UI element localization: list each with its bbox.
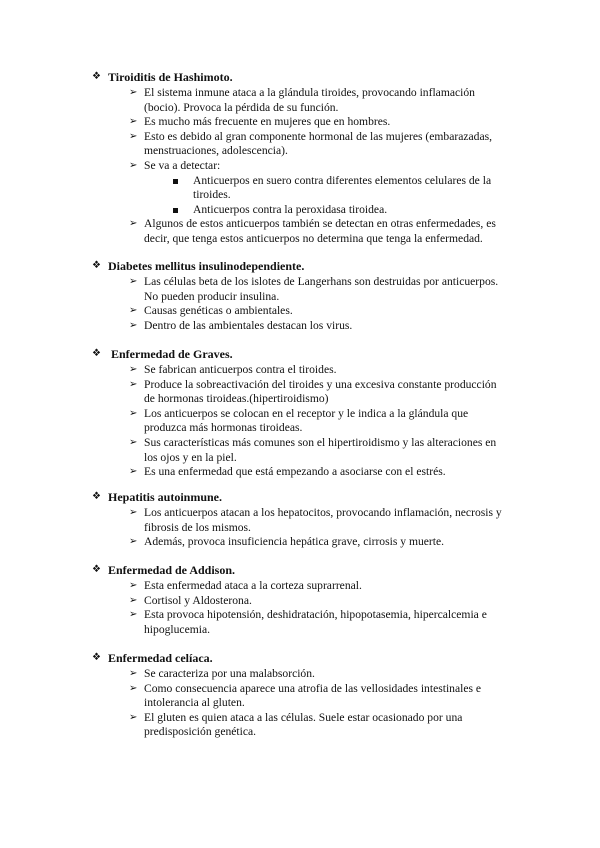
list-item	[129, 711, 532, 740]
arrow-bullet-icon: ➢	[129, 130, 138, 142]
item-line: Anticuerpos en suero contra diferentes elementos celulares de la	[193, 173, 492, 187]
item-line: Esta enfermedad ataca a la corteza suprarrenal.	[144, 579, 362, 592]
section-diabetes	[92, 259, 532, 333]
item-line: Se caracteriza por una malabsorción.	[144, 667, 315, 680]
arrow-bullet-icon: ➢	[129, 407, 138, 419]
item-line: fibrosis de los mismos.	[144, 520, 251, 534]
list-item	[129, 319, 532, 334]
list-item	[129, 407, 532, 436]
diamond-bullet-icon: ❖	[92, 348, 101, 359]
section-heading	[92, 651, 532, 666]
arrow-bullet-icon: ➢	[129, 536, 138, 548]
arrow-bullet-icon: ➢	[129, 609, 138, 621]
item-line: Anticuerpos contra la peroxidasa tiroidea.	[193, 202, 388, 216]
item-line: Causas genéticas o ambientales.	[144, 304, 293, 318]
arrow-bullet-icon: ➢	[129, 507, 138, 518]
item-line: menstruaciones, adolescencia).	[144, 144, 288, 158]
list-item	[129, 579, 532, 594]
heading-text: Hepatitis autoinmune.	[108, 490, 223, 504]
section-heading	[92, 563, 532, 578]
arrow-bullet-icon: ➢	[129, 668, 138, 679]
list-item	[129, 378, 532, 407]
item-line: produzca más hormonas tiroideas.	[144, 421, 303, 435]
item-line: Es mucho más frecuente en mujeres que en hombres.	[144, 115, 391, 129]
item-line: Las células beta de los islotes de Langerhans son destruidas por anticuerpos.	[144, 275, 499, 288]
item-line: Se va a detectar:	[144, 158, 221, 172]
section-heading	[92, 259, 532, 274]
list-item	[129, 535, 532, 550]
list-item	[129, 594, 532, 609]
list-item	[129, 304, 532, 319]
item-line: tiroides.	[193, 188, 231, 202]
arrow-bullet-icon: ➢	[129, 711, 138, 723]
diamond-bullet-icon: ❖	[92, 491, 101, 502]
section-hepatitis	[92, 490, 532, 550]
list-item	[129, 159, 532, 174]
item-line: El sistema inmune ataca a la glándula tiroides, provocando inflamación	[144, 86, 475, 99]
section-heading	[92, 70, 532, 85]
item-line: intolerancia al gluten.	[144, 696, 245, 710]
item-line: Como consecuencia aparece una atrofia de las vellosidades intestinales e	[144, 681, 482, 695]
item-line: Los anticuerpos atacan a los hepatocitos, provocando inflamación, necrosis y	[144, 506, 502, 519]
item-line: decir, que tenga estos anticuerpos no determina que tenga la enfermedad.	[144, 231, 483, 245]
arrow-bullet-icon: ➢	[129, 466, 138, 478]
arrow-bullet-icon: ➢	[129, 580, 138, 591]
item-line: Sus características más comunes son el hipertiroidismo y las alteraciones en	[144, 435, 497, 449]
arrow-bullet-icon: ➢	[129, 218, 138, 230]
section-heading	[92, 347, 532, 362]
item-line: Produce la sobreactivación del tiroides y una excesiva constante producción	[144, 377, 497, 391]
item-line: El gluten es quien ataca a las células. Suele estar ocasionado por una	[144, 710, 463, 724]
diamond-bullet-icon: ❖	[92, 652, 101, 663]
list-item	[129, 667, 532, 682]
heading-text: Enfermedad de Graves.	[111, 347, 233, 361]
item-line: Es una enfermedad que está empezando a asociarse con el estrés.	[144, 465, 446, 479]
item-line: Se fabrican anticuerpos contra el tiroides.	[144, 363, 337, 376]
square-bullet-icon	[173, 208, 178, 213]
arrow-bullet-icon: ➢	[129, 159, 138, 171]
item-line: (bocio). Provoca la pérdida de su función.	[144, 100, 339, 114]
arrow-bullet-icon: ➢	[129, 378, 138, 390]
list-item	[129, 506, 532, 535]
item-line: Esta provoca hipotensión, deshidratación, hipopotasemia, hipercalcemia e	[144, 608, 487, 622]
list-item	[129, 275, 532, 304]
arrow-bullet-icon: ➢	[129, 305, 138, 317]
heading-text: Diabetes mellitus insulinodependiente.	[108, 259, 305, 273]
list-item	[129, 682, 532, 711]
section-heading	[92, 490, 532, 505]
heading-text: Tiroiditis de Hashimoto.	[108, 70, 233, 84]
section-hashimoto	[92, 70, 532, 247]
arrow-bullet-icon: ➢	[129, 116, 138, 128]
list-item	[129, 217, 532, 246]
list-item	[129, 130, 532, 159]
list-item	[129, 86, 532, 115]
item-line: No pueden producir insulina.	[144, 289, 280, 303]
square-bullet-icon	[173, 179, 178, 184]
item-line: Además, provoca insuficiencia hepática grave, cirrosis y muerte.	[144, 535, 445, 549]
arrow-bullet-icon: ➢	[129, 682, 138, 694]
arrow-bullet-icon: ➢	[129, 276, 138, 287]
arrow-bullet-icon: ➢	[129, 87, 138, 98]
heading-text: Enfermedad de Addison.	[108, 563, 236, 577]
item-line: Esto es debido al gran componente hormonal de las mujeres (embarazadas,	[144, 129, 493, 143]
diamond-bullet-icon: ❖	[92, 564, 101, 575]
heading-text: Enfermedad celíaca.	[108, 651, 213, 665]
section-addison	[92, 563, 532, 637]
diamond-bullet-icon: ❖	[92, 260, 101, 271]
list-item	[129, 436, 532, 465]
item-line: Algunos de estos anticuerpos también se detectan en otras enfermedades, es	[144, 217, 496, 231]
list-item	[129, 465, 532, 480]
item-line: los ojos y en la piel.	[144, 450, 237, 464]
item-line: Los anticuerpos se colocan en el receptor y le indica a la glándula que	[144, 406, 469, 420]
sub-list-item	[173, 174, 532, 203]
item-line: Cortisol y Aldosterona.	[144, 593, 252, 607]
list-item	[129, 363, 532, 378]
diamond-bullet-icon: ❖	[92, 71, 101, 82]
list-item	[129, 608, 532, 637]
arrow-bullet-icon: ➢	[129, 364, 138, 375]
item-line: Dentro de las ambientales destacan los virus.	[144, 318, 353, 332]
item-line: predisposición genética.	[144, 725, 257, 739]
arrow-bullet-icon: ➢	[129, 319, 138, 331]
item-line: hipoglucemia.	[144, 622, 211, 636]
sub-list-item	[173, 203, 532, 218]
list-item	[129, 115, 532, 130]
section-celiaca	[92, 651, 532, 740]
item-line: de hormonas tiroideas.(hipertiroidismo)	[144, 392, 329, 406]
arrow-bullet-icon: ➢	[129, 436, 138, 448]
section-graves	[92, 347, 532, 480]
arrow-bullet-icon: ➢	[129, 594, 138, 606]
